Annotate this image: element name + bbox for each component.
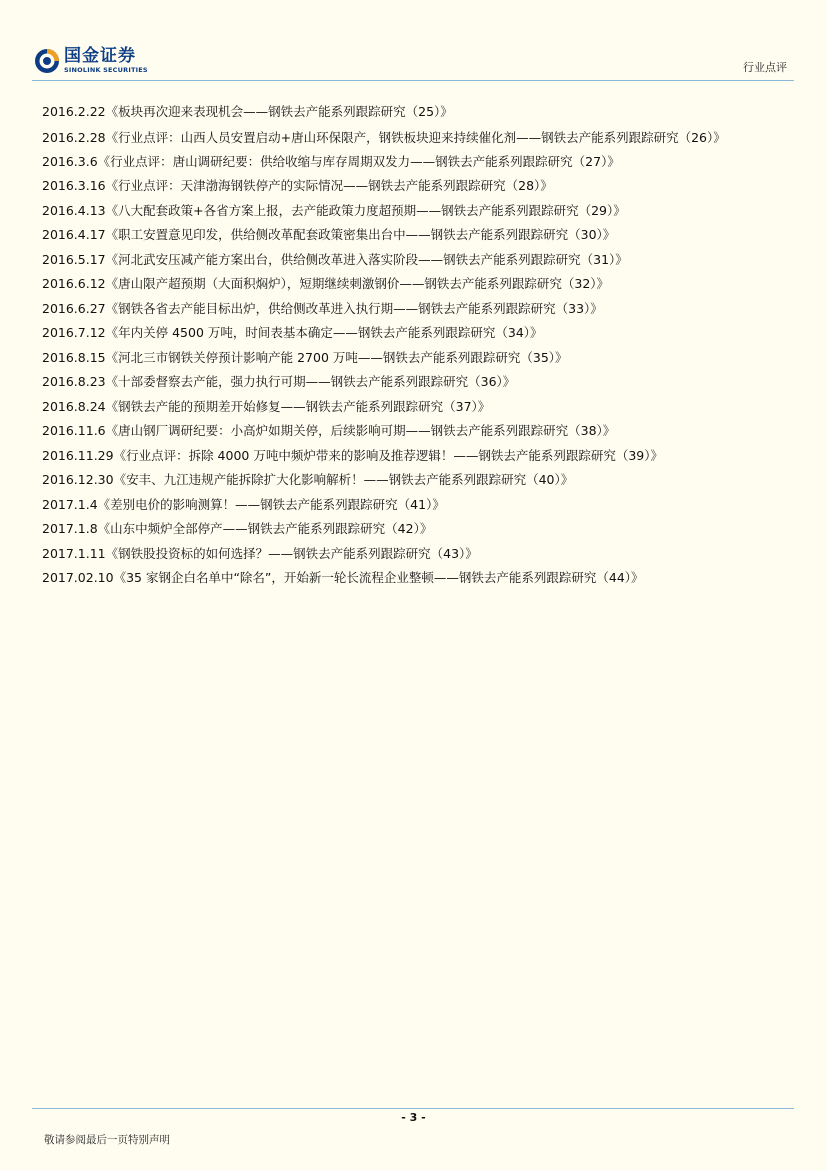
list-item: 2016.6.27《钢铁各省去产能目标出炉，供给侧改革进入执行期——钢铁去产能系列跟踪研究（33）》: [42, 300, 603, 316]
list-item: 2017.1.8《山东中频炉全部停产——钢铁去产能系列跟踪研究（42）》: [42, 521, 433, 536]
logo-mark-icon: [34, 48, 60, 74]
page-number: - 3 -: [401, 1111, 426, 1124]
list-item: 2016.11.6《唐山钢厂调研纪要：小高炉如期关停，后续影响可期——钢铁去产能系列跟踪研究（38）》: [42, 423, 616, 438]
header-divider: [32, 80, 794, 81]
list-item: 2017.02.10《35 家钢企白名单中“除名”，开始新一轮长流程企业整顿——钢铁去产能系列跟踪研究（44）》: [42, 570, 644, 585]
list-item: 2017.1.4《差别电价的影响测算！——钢铁去产能系列跟踪研究（41）》: [42, 496, 445, 512]
list-item: 2016.7.12《年内关停 4500 万吨，时间表基本确定——钢铁去产能系列跟踪研究（34）》: [42, 325, 543, 340]
list-item: 2016.8.24《钢铁去产能的预期差开始修复——钢铁去产能系列跟踪研究（37）》: [42, 398, 491, 414]
list-item: 2016.8.23《十部委督察去产能，强力执行可期——钢铁去产能系列跟踪研究（36）》: [42, 374, 516, 389]
logo-english-name: SINOLINK SECURITIES: [64, 66, 148, 75]
list-item: 2016.3.6《行业点评：唐山调研纪要：供给收缩与库存周期双发力——钢铁去产能系列跟踪研究（27）》: [42, 153, 620, 169]
report-list: [42, 100, 792, 591]
footer-disclaimer: 敬请参阅最后一页特别声明: [44, 1134, 170, 1146]
logo-chinese-name: 国金证券: [64, 46, 136, 67]
company-logo: [34, 48, 148, 74]
list-item: 2016.8.15《河北三市钢铁关停预计影响产能 2700 万吨——钢铁去产能系列跟踪研究（35）》: [42, 349, 568, 365]
list-item: 2016.4.13《八大配套政策+各省方案上报，去产能政策力度超预期——钢铁去产能系列跟踪研究（29）》: [42, 202, 626, 218]
list-item: 2016.11.29《行业点评：拆除 4000 万吨中频炉带来的影响及推荐逻辑！——钢铁去产能系列跟踪研究（39）》: [42, 447, 663, 463]
list-item: 2016.4.17《职工安置意见印发，供给侧改革配套政策密集出台中——钢铁去产能系列跟踪研究（30）》: [42, 227, 616, 242]
list-item: 2016.5.17《河北武安压减产能方案出台，供给侧改革进入落实阶段——钢铁去产能系列跟踪研究（31）》: [42, 251, 628, 267]
section-label: 行业点评: [743, 61, 787, 74]
page-header: [0, 0, 827, 90]
list-item: 2016.3.16《行业点评：天津渤海钢铁停产的实际情况——钢铁去产能系列跟踪研究（28）》: [42, 178, 553, 193]
list-item: 2016.6.12《唐山限产超预期（大面积焖炉），短期继续刺激钢价——钢铁去产能系列跟踪研究（32）》: [42, 276, 610, 291]
list-item: 2016.12.30《安丰、九江违规产能拆除扩大化影响解析！——钢铁去产能系列跟踪研究（40）》: [42, 472, 574, 487]
footer-divider: [32, 1108, 794, 1109]
list-item: 2017.1.11《钢铁股投资标的如何选择？——钢铁去产能系列跟踪研究（43）》: [42, 545, 478, 561]
list-item: 2016.2.28《行业点评：山西人员安置启动+唐山环保限产，钢铁板块迎来持续催化剂——钢铁去产能系列跟踪研究（26）》: [42, 129, 726, 145]
list-item: 2016.2.22《板块再次迎来表现机会——钢铁去产能系列跟踪研究（25）》: [42, 104, 453, 119]
